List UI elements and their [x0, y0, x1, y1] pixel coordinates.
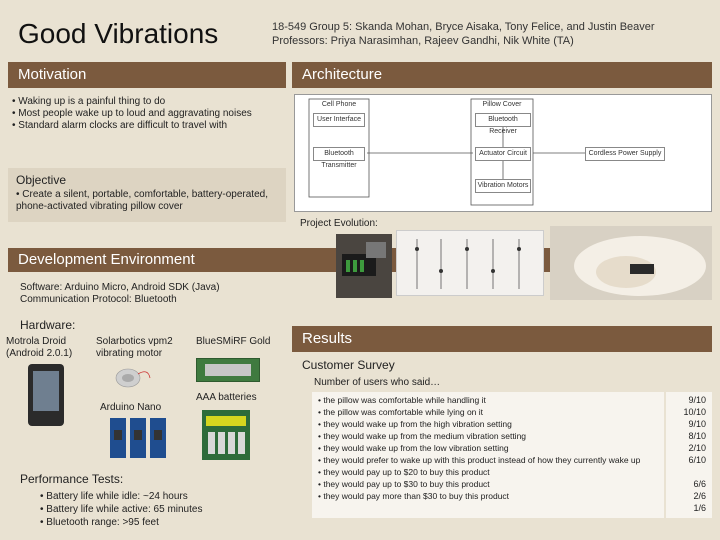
- objective-text: • Create a silent, portable, comfortable, battery-operated, phone-activated vibrating pillow cover: [16, 189, 268, 212]
- hardware-heading: Hardware:: [20, 318, 76, 332]
- survey-score: 6/6: [693, 479, 706, 489]
- motivation-list: [12, 96, 282, 132]
- survey-row: • they would pay more than $30 to buy this product: [318, 491, 510, 501]
- motor-label-line: vibrating motor: [96, 348, 163, 359]
- motivation-bullet: • Standard alarm clocks are difficult to travel with: [12, 120, 228, 131]
- breadboard-photo: [336, 234, 392, 298]
- aaa-batteries-image: [202, 410, 250, 460]
- survey-row: • the pillow was comfortable while handling it: [318, 395, 486, 405]
- pillow-cover-image: [397, 231, 545, 297]
- motor-image: [112, 364, 152, 390]
- dev-env-heading: Development Environment: [8, 248, 712, 272]
- bt-transmitter-box: Bluetooth Transmitter: [313, 147, 365, 161]
- arduino-image: [108, 416, 168, 460]
- architecture-diagram: [294, 94, 712, 212]
- survey-scores: [666, 392, 712, 518]
- survey-row: • they would pay up to $30 to buy this product: [318, 479, 490, 489]
- objective-heading: Objective: [16, 173, 67, 187]
- survey-score: 6/10: [688, 455, 706, 465]
- survey-score: 10/10: [683, 407, 706, 417]
- score-column: [666, 392, 712, 514]
- droid-phone-image: [28, 364, 64, 426]
- survey-score: 9/10: [688, 419, 706, 429]
- survey-row-text-list: [312, 392, 664, 502]
- vibration-motor-image: [112, 364, 152, 390]
- arduino-label: Arduino Nano: [100, 402, 162, 413]
- motor-label-line: Solarbotics vpm2: [96, 336, 173, 347]
- results-heading: Results: [292, 326, 712, 352]
- survey-subheading: Number of users who said…: [314, 377, 441, 388]
- finished-pillow-photo: [550, 226, 712, 300]
- pillow-cover-photo: [396, 230, 544, 296]
- survey-score: 1/6: [693, 503, 706, 513]
- authors-block: [272, 20, 655, 48]
- motivation-bullet: • Most people wake up to loud and aggravating noises: [12, 108, 252, 119]
- phone-screen: [33, 371, 59, 411]
- user-interface-box: User Interface: [313, 113, 365, 127]
- survey-row: • they would prefer to wake up with this product instead of how they currently wake up: [318, 455, 641, 465]
- survey-score: 2/10: [688, 443, 706, 453]
- actuator-circuit-box: Actuator Circuit: [475, 147, 531, 161]
- batteries-image: [202, 410, 250, 460]
- project-evolution-label: Project Evolution:: [300, 218, 378, 229]
- architecture-heading: [292, 62, 712, 88]
- performance-heading: Performance Tests:: [20, 472, 124, 486]
- architecture-heading-text: Architecture: [302, 66, 383, 83]
- survey-row: • the pillow was comfortable while lying on it: [318, 407, 484, 417]
- breadboard-image: [336, 234, 392, 298]
- power-supply-box: Cordless Power Supply: [585, 147, 665, 161]
- software-line: Software: Arduino Micro, Android SDK (Java): [20, 282, 220, 293]
- bluesmirf-label: BlueSMiRF Gold: [196, 336, 271, 347]
- pillow-cover-label: Pillow Cover: [482, 101, 522, 108]
- performance-item: • Bluetooth range: >95 feet: [40, 517, 159, 528]
- cell-phone-label: Cell Phone: [321, 101, 357, 108]
- droid-label-line: Motrola Droid: [6, 336, 67, 347]
- performance-item: • Battery life while idle: ~24 hours: [40, 491, 188, 502]
- survey-row: • they would pay up to $20 to buy this product: [318, 467, 490, 477]
- motor-label: [96, 336, 173, 360]
- authors-line: 18-549 Group 5: Skanda Mohan, Bryce Aisaka, Tony Felice, and Justin Beaver: [272, 21, 655, 33]
- droid-label: [6, 336, 72, 360]
- professors-line: Professors: Priya Narasimhan, Rajeev Gandhi, Nik White (TA): [272, 35, 574, 47]
- performance-list: [40, 490, 202, 529]
- survey-list: [312, 392, 664, 518]
- survey-row: • they would wake up from the high vibration setting: [318, 419, 512, 429]
- dev-env-info: [20, 282, 320, 306]
- arduino-nano-image: [108, 416, 168, 460]
- aaa-label: AAA batteries: [196, 392, 257, 403]
- motivation-bullet: • Waking up is a painful thing to do: [12, 96, 166, 107]
- bt-receiver-box: Bluetooth Receiver: [475, 113, 531, 127]
- finished-pillow-image: [550, 226, 712, 300]
- survey-row: • they would wake up from the medium vibration setting: [318, 431, 527, 441]
- survey-score: 8/10: [688, 431, 706, 441]
- protocol-line: Communication Protocol: Bluetooth: [20, 294, 177, 305]
- motivation-heading: Motivation: [8, 62, 286, 88]
- bluesmirf-chip: [205, 364, 251, 376]
- droid-label-line: (Android 2.0.1): [6, 348, 73, 359]
- survey-score: 2/6: [693, 491, 706, 501]
- bluesmirf-image: [196, 358, 260, 382]
- vibration-motors-box: Vibration Motors: [475, 179, 531, 193]
- poster-title: Good Vibrations: [18, 18, 219, 49]
- survey-row: • they would wake up from the low vibration setting: [318, 443, 509, 453]
- objective-panel: [8, 168, 286, 222]
- performance-item: • Battery life while active: 65 minutes: [40, 504, 203, 515]
- survey-score: 9/10: [688, 395, 706, 405]
- survey-heading: Customer Survey: [302, 358, 395, 372]
